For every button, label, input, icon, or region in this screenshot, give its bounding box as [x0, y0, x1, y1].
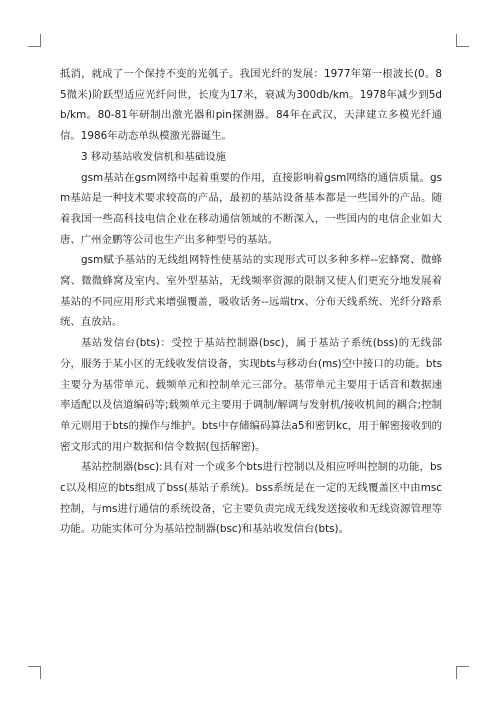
section-heading: 3 移动基站收发信机和基础设施: [81, 150, 226, 163]
paragraph-bts: 基站发信台(bts)：受控于基站控制器(bsc)，属于基站子系统(bss)的无线部分，服务于某小区的无线收发信设备，实现bts与移动台(ms)空中接口的功能。bts主要分为基带单元、载频单元和控制单元三部分。基带单元主要用于话音和数据速率适配以及信道编码等;载频单元主要用于调制/解调与发射机/接收机间的耦合;控制单元则用于bts的操作与维护。bts中存储编码算法a5和密钥kc，用于解密接收到的密文形式的用户数据和信令数据(包括解密)。: [60, 337, 442, 453]
paragraph-gsm-base-station: gsm基站在gsm网络中起着重要的作用，直接影响着gsm网络的通信质量。gsm基站是一种技术要求较高的产品，最初的基站设备基本都是一些国外的产品。随着我国一些高科技电信企业在移动通信领域的不断深入，一些国内的电信企业如大唐、广州金鹏等公司也生产出多种型号的基站。: [60, 171, 442, 246]
crop-mark-bottom-right: [456, 666, 469, 679]
crop-mark-bottom-left: [28, 666, 41, 679]
crop-mark-top-right: [456, 34, 469, 47]
paragraph-fiber-history: 抵消，就成了一个保持不变的光瓠子。我国光纤的发展：1977年第一根波长(0。85微米)阶跃型适应光纤问世，长度为17米，衰减为300db/km。1978年减少到5db/km。80-81年研制出激光器和pin探测器。84年在武汉，天津建立多模光纤通信。1986年动态单纵模激光器诞生。: [60, 68, 442, 143]
paragraph-bsc: 基站控制器(bsc):具有对一个或多个bts进行控制以及相应呼叫控制的功能，bsc以及相应的bts组成了bss(基站子系统)。bss系统是在一定的无线覆盖区中由msc控制，与ms进行通信的系统设备，它主要负责完成无线发送接收和无线资源管理等功能。功能实体可分为基站控制器(bsc)和基站收发信台(bts)。: [60, 461, 442, 536]
crop-mark-top-left: [28, 34, 41, 47]
paragraph-networking-forms: gsm赋予基站的无线组网特性使基站的实现形式可以多种多样--宏蜂窝、微蜂窝、微微蜂窝及室内、室外型基站，无线频率资源的限制又使人们更充分地发展着基站的不同应用形式来增强覆盖，吸收话务--远端trx、分布天线系统、光纤分路系统、直放站。: [60, 254, 442, 329]
document-body: [60, 64, 442, 540]
